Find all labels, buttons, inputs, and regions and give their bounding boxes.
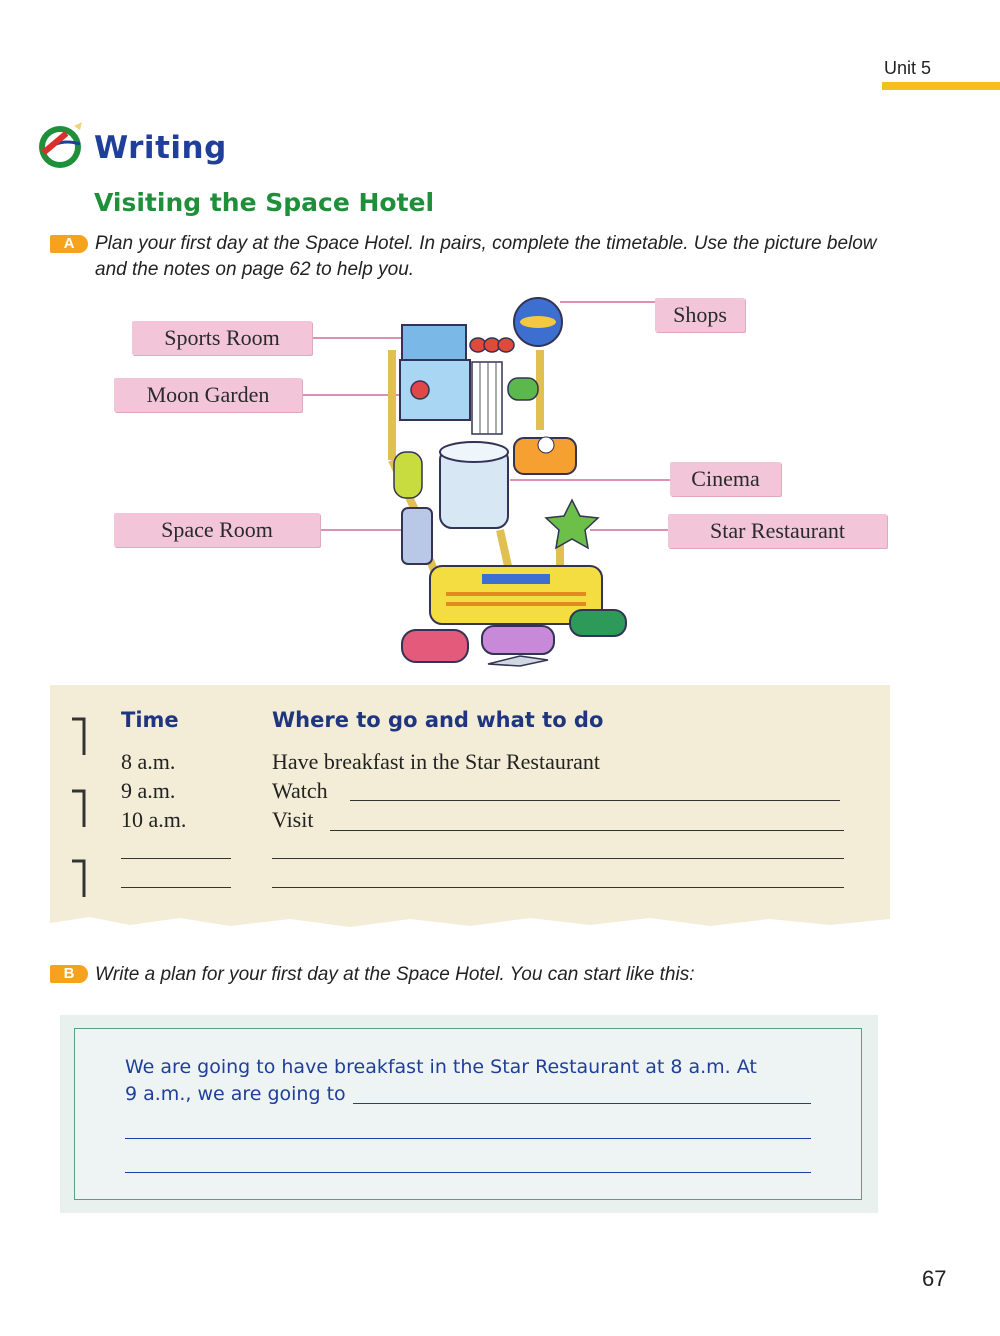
timetable-time: 8 a.m. bbox=[121, 749, 176, 774]
plan-answer-line[interactable] bbox=[353, 1103, 811, 1104]
part-b-instruction: Write a plan for your first day at the Space Hotel. You can start like this: bbox=[95, 964, 695, 985]
timetable-answer-line[interactable] bbox=[272, 887, 844, 888]
plan-answer-line[interactable] bbox=[125, 1138, 811, 1139]
timetable-time-blank[interactable] bbox=[121, 887, 231, 888]
label-cinema: Cinema bbox=[670, 462, 781, 496]
writing-heading: Writing bbox=[94, 130, 227, 166]
part-a-badge: A bbox=[50, 235, 88, 253]
timetable-answer-line[interactable] bbox=[272, 858, 844, 859]
section-title: Visiting the Space Hotel bbox=[94, 188, 435, 217]
part-a-instruction: Plan your first day at the Space Hotel. In pairs, complete the timetable. Use the picture below and the notes on page 62 to help you. bbox=[95, 233, 877, 280]
plan-sample-line1: We are going to have breakfast in the Star Restaurant at 8 a.m. At bbox=[125, 1056, 757, 1078]
timetable-answer-line[interactable] bbox=[350, 800, 840, 801]
label-sports-room: Sports Room bbox=[132, 321, 312, 355]
plan-sample-line2: 9 a.m., we are going to bbox=[125, 1083, 346, 1105]
timetable-activity: Watch bbox=[272, 778, 328, 803]
timetable-activity: Visit bbox=[272, 807, 314, 832]
timetable-time: 9 a.m. bbox=[121, 778, 176, 803]
timetable-time-blank[interactable] bbox=[121, 858, 231, 859]
part-b-badge: B bbox=[50, 965, 88, 983]
label-star-restaurant: Star Restaurant bbox=[668, 514, 887, 548]
label-space-room: Space Room bbox=[114, 513, 320, 547]
page-number: 67 bbox=[922, 1266, 947, 1291]
plan-answer-line[interactable] bbox=[125, 1172, 811, 1173]
label-shops: Shops bbox=[655, 298, 745, 332]
label-moon-garden: Moon Garden bbox=[114, 378, 302, 412]
timetable-answer-line[interactable] bbox=[330, 830, 844, 831]
timetable-header-time: Time bbox=[121, 708, 179, 732]
unit-label: Unit 5 bbox=[884, 58, 932, 78]
timetable-activity: Have breakfast in the Star Restaurant bbox=[272, 749, 601, 774]
timetable-header-activity: Where to go and what to do bbox=[272, 708, 604, 732]
timetable-time: 10 a.m. bbox=[121, 807, 187, 832]
